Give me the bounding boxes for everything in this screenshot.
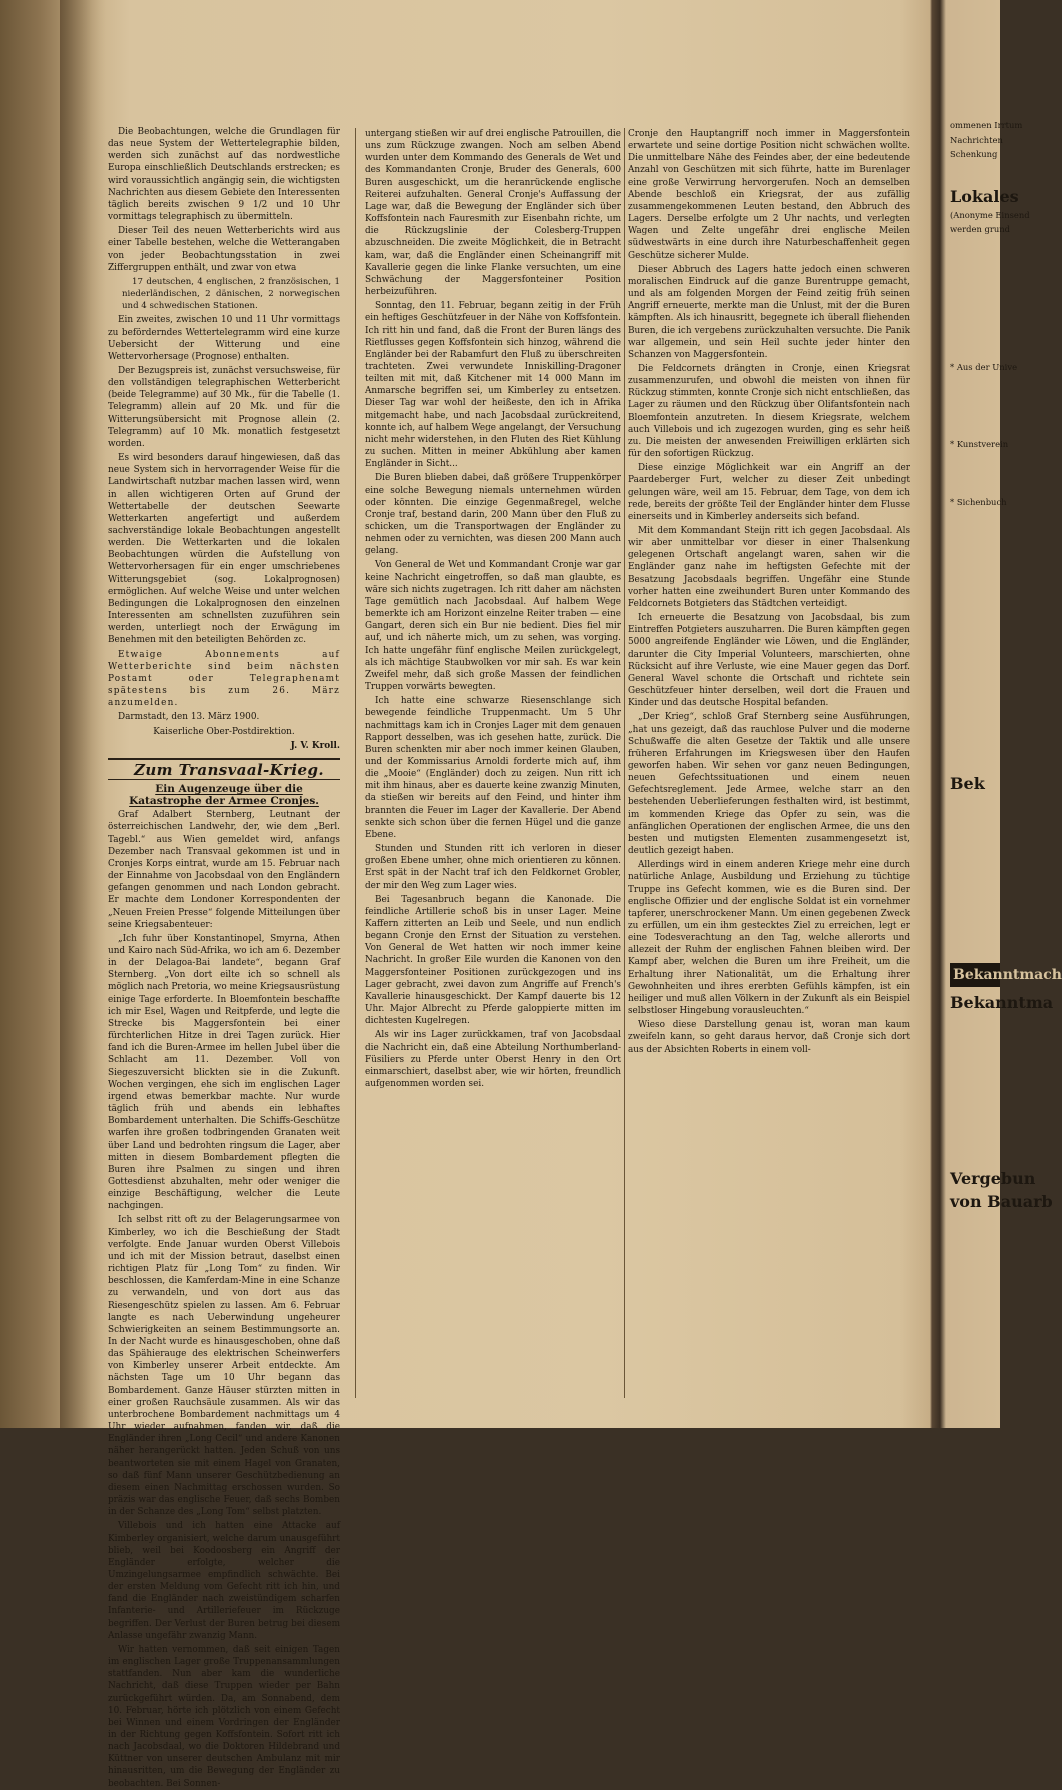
article-paragraph: Die Buren blieben dabei, daß größere Truppenkörper eine solche Bewegung niemals unternehmen würden oder könnten. Die einzige Gegenmaßregel, welche Cronje traf, bestand darin, 200 Mann über den Fluß zu schicken, um die Transportwagen der Engländer zu nehmen oder zu vernichten, was diesen 200 Mann auch gelang.: [365, 473, 621, 557]
article-paragraph: „Der Krieg“, schloß Graf Sternberg seine Ausführungen, „hat uns gezeigt, daß das rauchlose Pulver und die moderne Schußwaffe die alten Gesetze der Taktik und alle unsere früheren Erfahrungen im Kriegswesen über den Haufen geworfen haben. Wir sehen vor ganz neuen Bedingungen, neuen Gefechtssituationen und einem neuen Gefechtsreglement. Jede Armee, welche starr an den bestehenden Ueberlieferungen festhalten wird, ist bestimmt, im kommenden Kriege das Opfer zu sein, was die anfänglichen Operationen der englischen Armee, die uns den besten und mutigsten Elementen zusammengesetzt ist, deutlich gezeigt haben.: [628, 712, 910, 857]
adjacent-fragment: * Aus der Unive: [950, 361, 1018, 372]
adjacent-page-column: [950, 120, 1062, 1420]
article-paragraph: „Ich fuhr über Konstantinopel, Smyrna, Athen und Kairo nach Süd-Afrika, wo ich am 6. Dezember in der Delagoa-Bai landete“, begann Graf Sternberg. „Von dort eilte ich so schnell als möglich nach Pretoria, wo meine Kriegsausrüstung einige Tage erforderte. In Bloemfontein beschaffte ich mir Esel, Wagen und Reitpferde, und legte die Strecke bis Maggersfontein bei einer fürchterlichen Hitze in drei Tagen zurück. Hier fand ich die Buren-Armee im hellen Jubel über die Schlacht am 11. Dezember. Voll von Siegeszuversicht blickten sie in die Zukunft. Wochen vergingen, ehe sich im englischen Lager irgend etwas bemerkbar machte. Nur wurde täglich früh und abends ein lebhaftes Bombardement unterhalten. Die Schiffs-Geschütze warfen ihre großen todbringenden Granaten weit über Land und bedrohten ringsum die Lager, aber mitten in diesem Bombardement pflegten die Buren ihre Psalmen zu singen und ihren Gottesdienst abzuhalten, mehr oder weniger die einzige Beschäftigung, welcher die Leute nachgingen.: [108, 933, 340, 1212]
column-divider: [355, 128, 356, 1398]
adjacent-heading: Bek: [950, 774, 985, 793]
article-paragraph: Von General de Wet und Kommandant Cronje war gar keine Nachricht eingetroffen, so daß man glaubte, es wäre sich nichts zugetragen. Ich ritt daher am nächsten Tage gemütlich nach Jacobsdaal. Auf halbem Wege bemerkte ich am Horizont einzelne Reiter traben — eine Gangart, deren sich ein Bur nie bedient. Dies fiel mir auf, und ich näherte mich, um zu sehen, was vorging. Ich hatte ungefähr fünf englische Meilen zurückgelegt, als ich mächtige Staubwolken vor mir sah. Es war kein Zweifel mehr, daß sich große Massen der feindlichen Truppen vorwärts bewegten.: [365, 560, 621, 693]
article-paragraph: Ich hatte eine schwarze Riesenschlange sich bewegende feindliche Truppenmacht. Um 5 Uhr nachmittags kam ich in Cronjes Lager mit dem genauen Rapport desselben, was ich gesehen hatte, zurück. Die Buren schenkten mir aber noch immer keinen Glauben, und der Kommissarius Arnoldi forderte mich auf, ihm die „Mooie“ (Engländer) doch zu zeigen. Nun ritt ich mit ihm hinaus, aber es dauerte keine zwanzig Minuten, da stießen wir bereits auf den Feind, und hinter ihm brannten die Feuer im Lager der Kavallerie. Der Abend senkte sich schon über die fernen Hügel und die ganze Ebene.: [365, 696, 621, 840]
article-paragraph: untergang stießen wir auf drei englische Patrouillen, die uns zum Rückzuge zwangen. Noch am selben Abend wurden unter dem Kommando des Generals de Wet und des Kommandanten Cronje, Bruder des Generals, 600 Buren ausgeschickt, um die heranrückende englische Reiterei aufzuhalten. General Cronje's Auffassung der Lage war, daß die Bewegung der Engländer sich über Koffsfontein nach Fauresmith zur Eisenbahn richte, um die Rückzugslinie der Colesberg-Truppen abzuschneiden. Die zweite Möglichkeit, die in Betracht kam, war, daß die Engländer einen Scheinangriff mit Kavallerie gegen die linke Flanke versuchten, um eine Schwächung der Maggersfonteiner Position herbeizuführen.: [365, 129, 621, 298]
column-3: [628, 128, 910, 1406]
column-divider: [624, 128, 625, 1398]
weather-paragraph: Die Beobachtungen, welche die Grundlagen für das neue System der Wettertelegraphie bilden, werden sich zunächst auf das nordwestliche Europa einschließlich Deutschlands erstrecken; es wird voraussichtlich angängig sein, die wichtigsten Nachrichten aus diesem Gebiete den Interessenten täglich bereits zwischen 9 1/2 und 10 Uhr vormittags telegraphisch zu übermitteln.: [108, 127, 340, 223]
adjacent-fragment: * Sichenbuch: [950, 496, 1007, 507]
article-paragraph: Stunden und Stunden ritt ich verloren in dieser großen Ebene umher, ohne mich orientieren zu können. Erst spät in der Nacht traf ich den Feldkornet Grobler, der mir den Weg zum Lager wies.: [365, 844, 621, 891]
binding-fold: [60, 0, 106, 1428]
article-paragraph: Als wir ins Lager zurückkamen, traf von Jacobsdaal die Nachricht ein, daß eine Abteilung Northumberland-Füsiliers zu Pferde unter Oberst Henry in den Ort einmarschiert, daselbst aber, wie wir hörten, freundlich aufgenommen worden sei.: [365, 1030, 621, 1090]
article-paragraph: Dieser Abbruch des Lagers hatte jedoch einen schweren moralischen Eindruck auf die ganze Burentruppe gemacht, und als am folgenden Morgen der Feind zeitig früh seinen Angriff erneuerte, merkte man die Unlust, mit der die Buren kämpften. Als ich hinausritt, begegnete ich überall fliehenden Buren, die ich vergebens zurückzuhalten versuchte. Die Panik war allgemein, und sein Heil suchte jeder hinter den Schanzen von Maggersfontein.: [628, 264, 910, 360]
weather-paragraph: Es wird besonders darauf hingewiesen, daß das neue System sich in hervorragender Weise für die Landwirtschaft nutzbar machen lassen wird, wenn in allen wichtigeren Orten auf Grund der Wettertabelle der deutschen Seewarte Wetterkarten angefertigt und außerdem sachverständige lokale Beobachtungen angestellt werden. Die Wetterkarten und die lokalen Beobachtungen würden die Aufstellung von Wettervorhersagen für ein enger umschriebenes Witterungsgebiet (sog. Lokalprognosen) ermöglichen. Auf welche Weise und unter welchen Bedingungen die Lokalprognosen den einzelnen Interessenten am schnellsten zuzuführen sein werden, unterliegt noch der Erwägung im Benehmen mit den beteiligten Behörden zc.: [108, 453, 340, 646]
article-paragraph: Wieso diese Darstellung genau ist, woran man kaum zweifeln kann, so geht daraus hervor, daß Cronje sich dort aus der Absichten Roberts in einem voll-: [628, 1020, 910, 1055]
adjacent-heading: von Bauarb: [950, 1192, 1053, 1211]
weather-paragraph: Etwaige Abonnements auf Wetterberichte sind beim nächsten Postamt oder Telegraphenamt spätestens bis zum 26. März anzumelden.: [108, 649, 340, 709]
column-1: [108, 126, 340, 1789]
adjacent-fragment: * Kunstverein: [950, 439, 1009, 449]
article-paragraph: Cronje den Hauptangriff noch immer in Maggersfontein erwartete und seine dortige Position nicht schwächen wollte. Die unmittelbare Nähe des Feindes aber, der eine bedeutende Anzahl von Geschützen mit sich führte, hatte im Burenlager eine große Verwirrung hervorgerufen. Noch an demselben Abende beschloß ein Kriegsrat, der aus zufällig zusammengekommenen Leuten bestand, den Abbruch des Lagers. Derselbe erfolgte um 2 Uhr nachts, und verlegten Wagen und Zelte ungefähr drei englische Meilen südwestwärts in eine durch ihre Naturbeschaffenheit gegen Geschütze sicherer Mulde.: [628, 129, 910, 261]
article-subheadline: Ein Augenzeuge über die Katastrophe der Armee Cronjes.: [129, 782, 319, 808]
adjacent-fragment: werden grund: [950, 224, 1011, 234]
station-list: 17 deutschen, 4 englischen, 2 französischen, 1 niederländischen, 2 dänischen, 2 norwegischen und 4 schwedischen Stationen.: [122, 276, 340, 312]
adjacent-heading: Lokales: [950, 186, 1019, 206]
article-paragraph: Ich erneuerte die Besatzung von Jacobsdaal, bis zum Eintreffen Potgieters auszuharren. Die Buren kämpften gegen 5000 angreifende Engländer wie Löwen, und die Engländer, darunter die City Imperial Volunteers, marschierten, ohne Rücksicht auf ihre Verluste, wie eine Mauer gegen das Dorf. General Wavel schonte die Ortschaft und richtete sein Geschützfeuer hinter derselben, weil dort die Frauen und Kinder und das deutsche Hospital befanden.: [628, 613, 910, 709]
article-paragraph: Wir hatten vernommen, daß seit einigen Tagen im englischen Lager große Truppenansammlungen stattfanden. Nun aber kam die wunderliche Nachricht, daß diese Truppen wieder per Bahn zurückgeführt würden. Da, am Sonnabend, dem 10. Februar, hörte ich plötzlich von einem Gefecht bei Winnen und einem Vordringen der Engländer in der Richtung gegen Koffsfontein. Sofort ritt ich nach Jacobsdaal, wo die Doktoren Hildebrand und Küttner von unserer deutschen Ambulanz mit mir hinausritten, um die Bewegung der Engländer zu beobachten. Bei Sonnen-: [108, 1644, 340, 1789]
issuing-authority: Kaiserliche Ober-Postdirektion.: [153, 726, 295, 737]
weather-paragraph: Der Bezugspreis ist, zunächst versuchsweise, für den vollständigen telegraphischen Wetterbericht (beide Telegramme) auf 30 Mk., für die Tabelle (1. Telegramm) allein auf 20 Mk. und für die Witterungsübersicht mit Prognose allein (2. Telegramm) auf 10 Mk. monatlich festgesetzt worden.: [108, 365, 340, 449]
signature: J. V. Kroll.: [290, 740, 340, 751]
article-paragraph: Allerdings wird in einem anderen Kriege mehr eine durch natürliche Anlage, Ausbildung und Erziehung zu tüchtige Truppe ins Gefecht kommen, wie es die Buren sind. Der englische Offizier und der englische Soldat ist ein vornehmer tapferer, unerschrockener Mann. Um einen gegebenen Zweck zu erfüllen, um ein ihm gestecktes Ziel zu erreichen, legt er eine Todesverachtung an den Tag, welche allerorts und allezeit der Ruhm der englischen Fahnen bleiben wird. Der Kampf aber, welchen die Buren um ihre Freiheit, um die Erhaltung ihrer Nationalität, um die Erhaltung ihrer Gewohnheiten und ihres ererbten Gefühls kämpfen, ist ein heiliger und muß allen Völkern in der Zukunft als ein Beispiel selbstloser Hingebung vorausleuchten.“: [628, 860, 910, 1017]
weather-paragraph: Ein zweites, zwischen 10 und 11 Uhr vormittags zu beförderndes Wettertelegramm wird eine kurze Uebersicht der Witterung und eine Wettervorhersage (Prognose) enthalten.: [108, 315, 340, 362]
adjacent-heading: Bekanntma: [950, 993, 1054, 1012]
article-paragraph: Die Feldcornets drängten in Cronje, einen Kriegsrat zusammenzurufen, und obwohl die meisten von ihnen für Rückzug stimmten, konnte Cronje sich nicht entschließen, das Lager zu räumen und den Rückzug über Olifantsfontein nach Bloemfontein anzutreten. In diesem Kriegsrate, welchem auch Villebois und ich zugezogen wurden, ging es sehr heiß zu. Die meisten der anwesenden Freiwilligen erklärten sich für den sofortigen Rückzug.: [628, 363, 910, 460]
section-rule: [108, 758, 340, 760]
article-paragraph: Villebois und ich hatten eine Attacke auf Kimberley organisiert, welche darum unausgeführt blieb, weil bei Koodoosberg ein Angriff der Engländer erfolgte, welcher die Umzingelungsarmee empfindlich schwächte. Bei der ersten Meldung vom Gefecht ritt ich hin, und fand die Engländer nach zweistündigem scharfen Infanterie- und Artilleriefeuer im Rückzuge begriffen. Der Verlust der Buren betrug bei diesem Anlasse ungefähr zwanzig Mann.: [108, 1521, 340, 1641]
adjacent-heading: Vergebun: [950, 1169, 1036, 1188]
article-paragraph: Graf Adalbert Sternberg, Leutnant der österreichischen Landwehr, der, wie dem „Berl. Tagebl.“ aus Wien gemeldet wird, anfangs Dezember nach Transvaal gekommen ist und in Cronjes Korps eintrat, wurde am 15. Februar nach der Einnahme von Jacobsdaal von den Engländern gefangen genommen und nach London gebracht. Er machte dem Londoner Korrespondenten der „Neuen Freien Presse“ folgende Mitteilungen über seine Kriegsabenteuer:: [108, 810, 340, 930]
dateline: Darmstadt, den 13. März 1900.: [118, 712, 260, 723]
adjacent-fragment: Nachrichten: [950, 134, 1003, 145]
adjacent-fragment: Schenkung: [950, 149, 998, 159]
article-paragraph: Ich selbst ritt oft zu der Belagerungsarmee von Kimberley, wo ich die Beschießung der Stadt verfolgte. Ende Januar wurden Oberst Villebois und ich mit der Mission betraut, daselbst einen richtigen Platz für „Long Tom“ zu finden. Wir beschlossen, die Kamferdam-Mine in eine Schanze zu verwandeln, und von dort aus das Riesengeschütz spielen zu lassen. Am 6. Februar langte es nach Ueberwindung ungeheurer Schwierigkeiten an seinem Bestimmungsorte an. In der Nacht wurde es hinausgeschoben, ohne daß das Spähierauge des elektrischen Scheinwerfers von Kimberley unserer Arbeit entdeckte. Am nächsten Tage um 10 Uhr begann das Bombardement. Ganze Häuser stürzten mitten in einer großen Rauchsäule zusammen. Als wir das unterbrochene Bombardement nachmittags um 4 Uhr wieder aufnahmen, fanden wir, daß die Engländer ihren „Long Cecil“ und andere Kanonen näher herangerückt hatten. Jeden Schuß von uns beantworteten sie mit einem Hagel von Granaten, so daß fünf Mann unserer Geschützbedienung an diesem einen Nachmittag erschossen wurden. So präzis war das englische Feuer, daß sechs Bomben in der Schanze des „Long Tom“ selbst platzten.: [108, 1215, 340, 1518]
article-paragraph: Bei Tagesanbruch begann die Kanonade. Die feindliche Artillerie schoß bis in unser Lager. Meine Kaffern zitterten an Leib und Seele, und nun endlich begann Cronje den Ernst der Situation zu verstehen. Von General de Wet hatten wir noch immer keine Nachricht. In großer Eile wurden die Kanonen von den Maggersfonteiner Positionen zurückgezogen und ins Lager gebracht, zwei davon zum Angriffe auf French's Kavallerie hinausgeschickt. Der Kampf dauerte bis 12 Uhr. Major Albrecht zu Pferde galoppierte mitten im dichtesten Kugelregen.: [365, 894, 621, 1027]
column-2: [365, 128, 621, 1406]
article-paragraph: Mit dem Kommandant Steijn ritt ich gegen Jacobsdaal. Als wir aber unmittelbar vor dieser in einer Thalsenkung gelegenen Ortschaft angelangt waren, sahen wir die Engländer ganz nahe im heftigsten Gefechte mit der Besatzung Jacobsdaals begriffen. Ungefähr eine Stunde vorher hatten eine zweihundert Buren unter Kommando des Feldcornets Botgieters das Städtchen verteidigt.: [628, 526, 910, 609]
weather-paragraph: Dieser Teil des neuen Wetterberichts wird aus einer Tabelle bestehen, welche die Wetterangaben von jeder Beobachtungsstation in zwei Ziffergruppen enthält, und zwar von etwa: [108, 226, 340, 273]
headline-rule: [108, 779, 340, 780]
adjacent-fragment: ommenen Irrtum: [950, 120, 1023, 130]
article-paragraph: Diese einzige Möglichkeit war ein Angriff an der Paardeberger Furt, welcher zu dieser Zeit unbedingt gelungen wäre, weil am 15. Februar, dem Tage, von dem ich rede, bereits der größte Teil der Engländer hinter dem Flusse einerseits und in Kimberley anderseits sich befand.: [628, 463, 910, 522]
article-headline: Zum Transvaal-Krieg.: [134, 760, 324, 779]
article-paragraph: Sonntag, den 11. Februar, begann zeitig in der Früh ein heftiges Geschützfeuer in der Nähe von Koffsfontein. Ich ritt hin und fand, daß die Front der Buren längs des Rietflusses gegen Koffsfontein sich hinzog, während die Engländer bei der Rabamfurt den Fluß zu überschreiten trachteten. Zwei verwundete Inniskilling-Dragoner teilten mit mit, daß Kitchener mit 14 000 Mann im Anmarsche begriffen sei, um Kimberley zu entsetzen. Dieser Tag war wohl der heißeste, den ich in Afrika mitgemacht habe, und nach Jacobsdaal zurückreitend, konnte ich, auf halbem Wege angelangt, der Versuchung nicht mehr widerstehen, in den Fluten des Riet Kühlung zu suchen. Mitten in meiner Abkühlung aber kamen Engländer in Sicht...: [365, 301, 621, 470]
adjacent-heading: Bekanntmach: [950, 963, 1000, 987]
adjacent-fragment: (Anonyme Einsend: [950, 209, 1030, 220]
